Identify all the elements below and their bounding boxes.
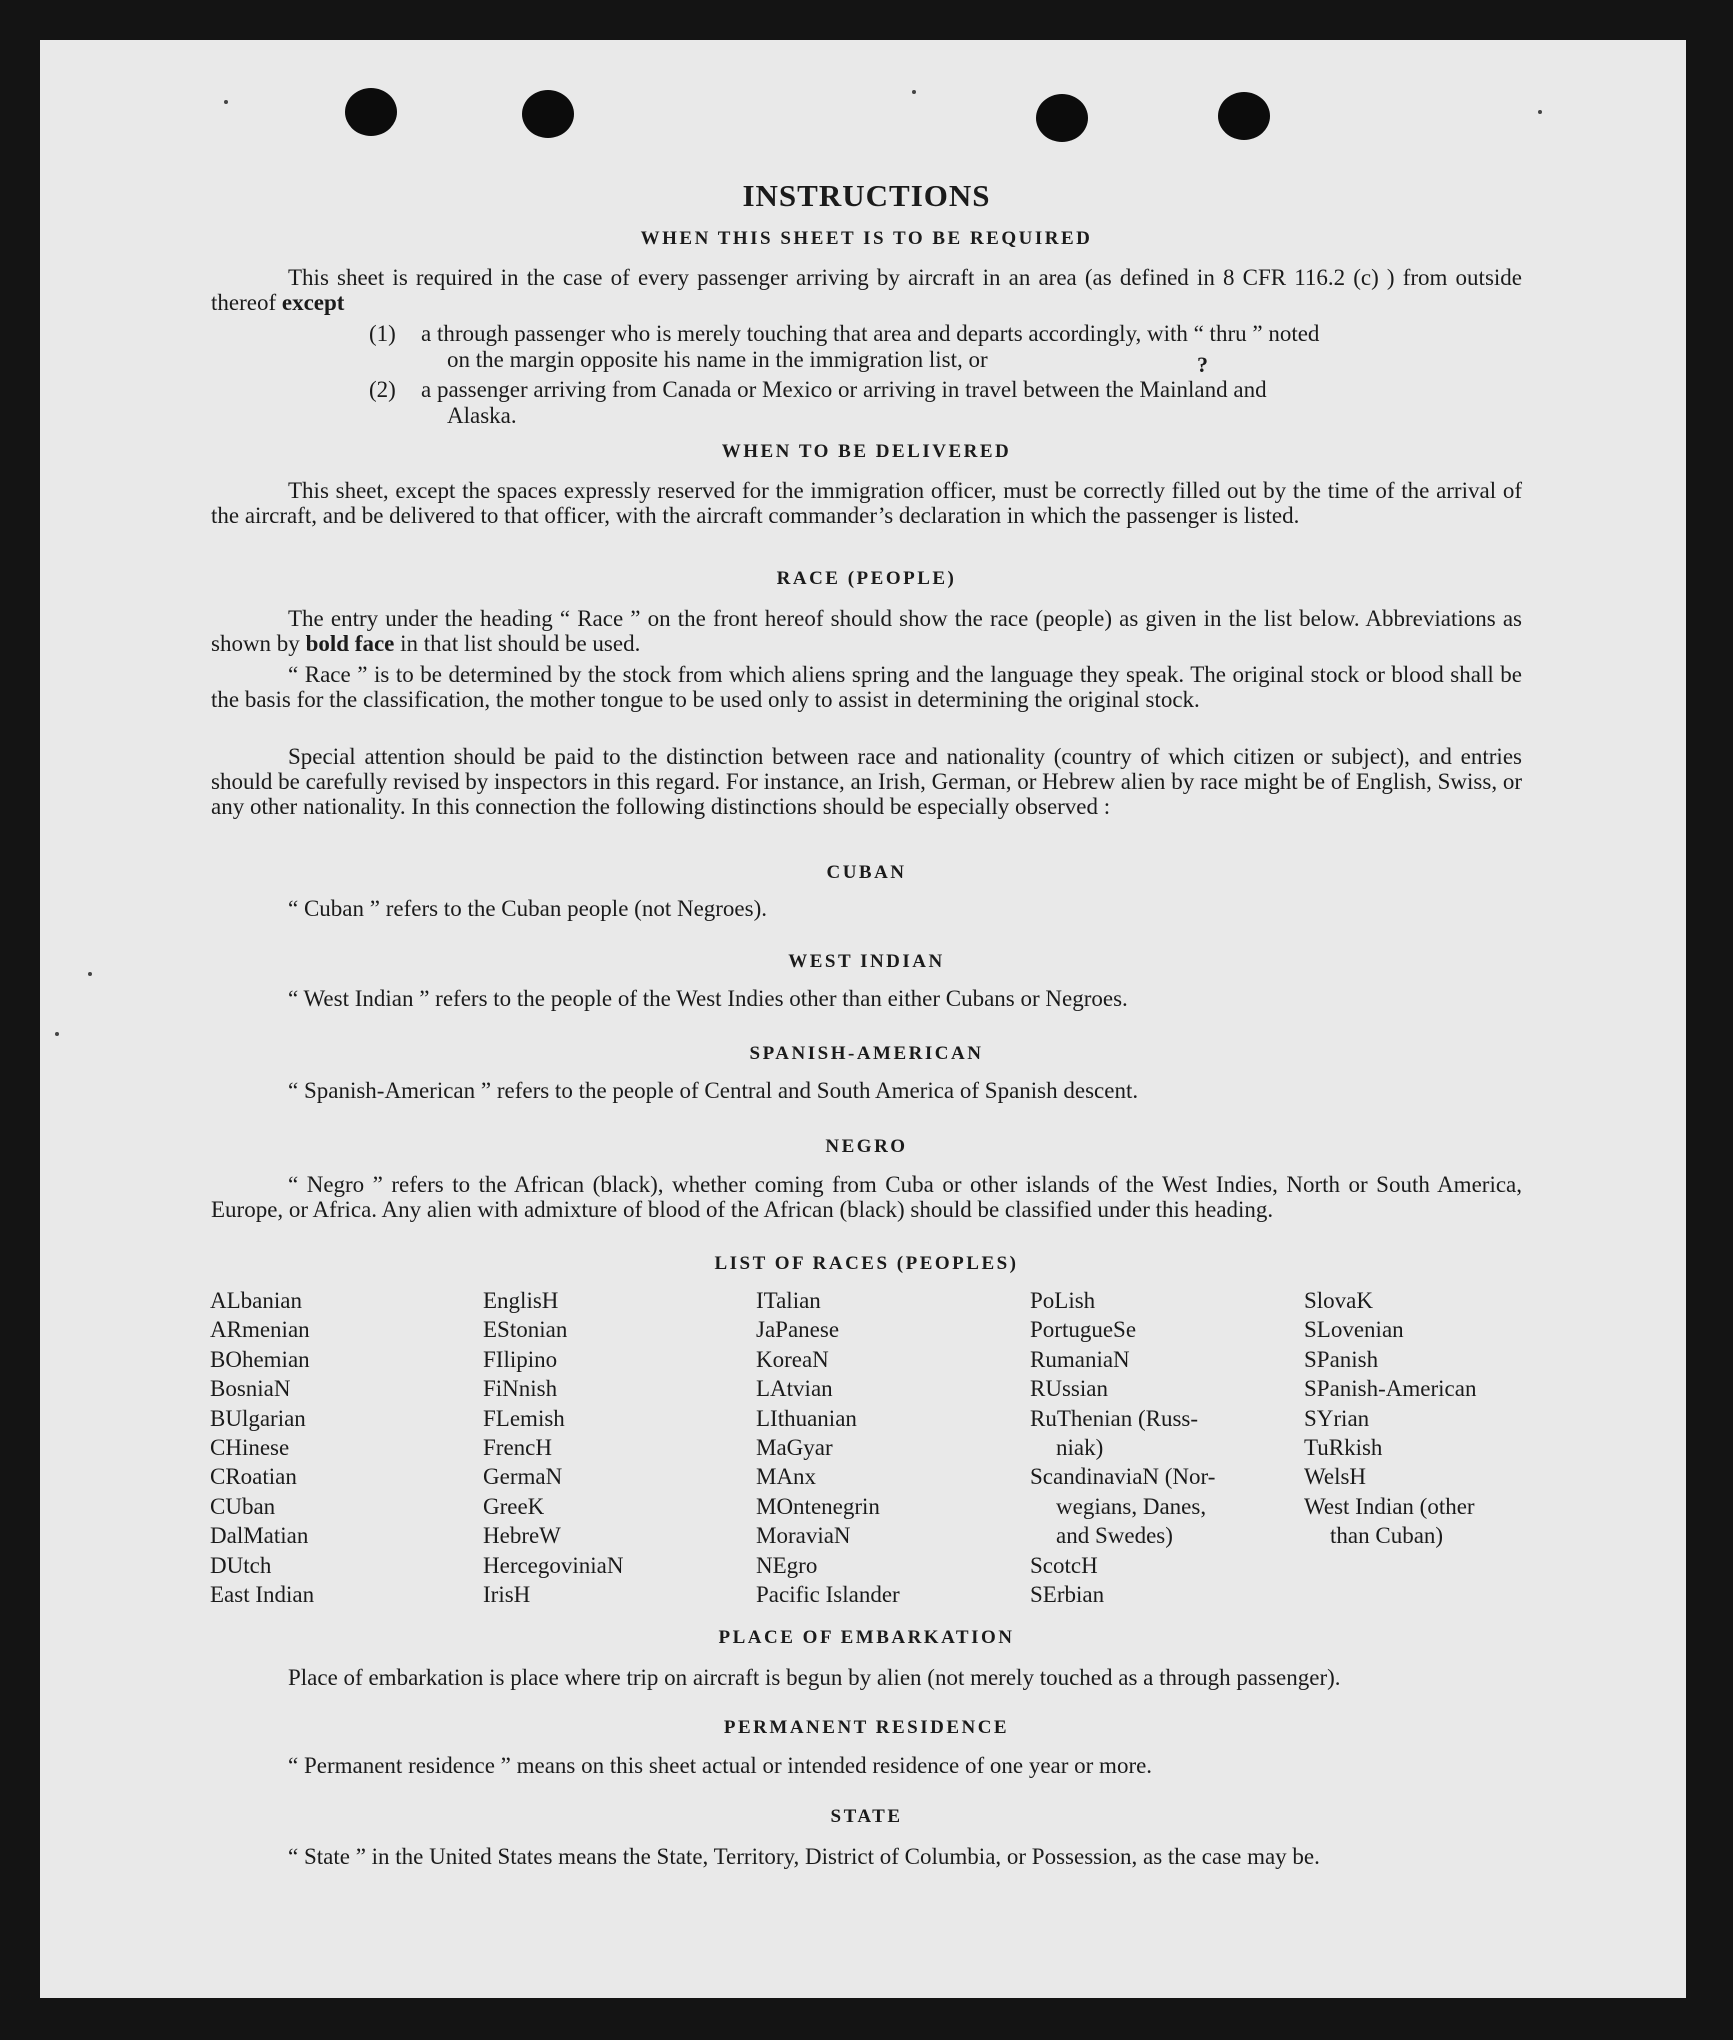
race-item: MaGyar xyxy=(756,1435,833,1461)
race-item: FrencH xyxy=(483,1435,552,1461)
paragraph-state: “ State ” in the United States means the State, Territory, District of Columbia, or Possession, as the case may be. xyxy=(288,1844,1320,1869)
race-item: IrisH xyxy=(483,1582,531,1608)
race-item: East Indian xyxy=(210,1582,315,1608)
speck xyxy=(1538,110,1542,114)
race-item: JaPanese xyxy=(756,1317,840,1343)
race-item: Pacific Islander xyxy=(756,1582,900,1608)
paragraph-residence: “ Permanent residence ” means on this sheet actual or intended residence of one year or more. xyxy=(288,1753,1153,1778)
heading-negro: NEGRO xyxy=(825,1136,908,1157)
race-item: NEgro xyxy=(756,1552,818,1578)
exception-item-1: (1) a through passenger who is merely touching that area and departs accordingly, with “ thru ” noted on the margin opposite his name in the immigration list, or xyxy=(369,321,1320,372)
race-item: CHinese xyxy=(210,1435,290,1461)
race-item: RumaniaN xyxy=(1030,1346,1130,1372)
race-column-4 xyxy=(1030,1286,1215,1609)
paragraph-race-2: “ Race ” is to be determined by the stock from which aliens spring and the language they speak. The original stock or blood shall be the basis for the classification, the mother tongue to be used only to assist in determining the original stock. xyxy=(211,662,1522,712)
paragraph-spanish-american: “ Spanish-American ” refers to the people of Central and South America of Spanish descent. xyxy=(288,1078,1139,1103)
speck xyxy=(912,90,916,94)
race-item: DUtch xyxy=(210,1552,272,1578)
race-item: KoreaN xyxy=(756,1346,829,1372)
exception-item-2: (2) a passenger arriving from Canada or Mexico or arriving in travel between the Mainland and Alaska. xyxy=(369,377,1267,428)
race-item: DalMatian xyxy=(210,1523,309,1549)
race-item-continuation: and Swedes) xyxy=(1056,1523,1173,1549)
race-item: HercegoviniaN xyxy=(483,1552,624,1578)
race-item: LAtvian xyxy=(756,1376,833,1402)
punch-hole xyxy=(1036,94,1088,142)
race-item: BUlgarian xyxy=(210,1405,306,1431)
heading-west-indian: WEST INDIAN xyxy=(788,951,945,972)
race-item: PoLish xyxy=(1030,1288,1096,1313)
race-item: LIthuanian xyxy=(756,1405,857,1431)
margin-mark: ? xyxy=(1197,352,1208,377)
race-item: PortugueSe xyxy=(1030,1317,1137,1343)
paragraph-when-delivered: This sheet, except the spaces expressly reserved for the immigration officer, must be correctly filled out by the time of the arrival of the aircraft, and be delivered to that officer, with the aircraft commander’s declaration in which the passenger is listed. xyxy=(211,478,1522,528)
race-item-continuation: wegians, Danes, xyxy=(1056,1493,1207,1519)
race-item: West Indian (other xyxy=(1304,1493,1475,1519)
heading-when-delivered: WHEN TO BE DELIVERED xyxy=(721,441,1012,462)
race-item: MoraviaN xyxy=(756,1523,851,1549)
race-item: FIlipino xyxy=(483,1346,558,1372)
race-item: SlovaK xyxy=(1304,1288,1373,1313)
heading-residence: PERMANENT RESIDENCE xyxy=(723,1717,1010,1738)
race-item: EnglisH xyxy=(483,1288,559,1313)
punch-hole xyxy=(345,88,397,136)
race-column-2 xyxy=(483,1286,624,1609)
heading-embarkation: PLACE OF EMBARKATION xyxy=(718,1627,1015,1648)
speck xyxy=(224,100,228,104)
race-item: ARmenian xyxy=(210,1317,310,1343)
race-item: SPanish xyxy=(1304,1346,1379,1372)
race-item: FLemish xyxy=(483,1405,565,1431)
race-item: RuThenian (Russ- xyxy=(1030,1405,1199,1431)
heading-spanish-american: SPANISH-AMERICAN xyxy=(749,1043,984,1064)
race-item: MOntenegrin xyxy=(756,1493,880,1519)
race-column-3 xyxy=(756,1286,900,1609)
race-item: BosniaN xyxy=(210,1376,291,1402)
race-item-continuation: than Cuban) xyxy=(1330,1523,1444,1549)
heading-when-required: WHEN THIS SHEET IS TO BE REQUIRED xyxy=(640,228,1093,249)
race-item: SPanish-American xyxy=(1304,1376,1477,1402)
paragraph-race-1: The entry under the heading “ Race ” on the front hereof should show the race (people) as given in the list below. Abbreviations as shown by bold face in that list should be used. xyxy=(211,606,1522,656)
page-title: INSTRUCTIONS xyxy=(742,178,991,213)
race-item: CUban xyxy=(210,1493,276,1519)
race-column-5 xyxy=(1304,1286,1476,1551)
paragraph-race-3: Special attention should be paid to the distinction between race and nationality (country of which citizen or subject), and entries should be carefully revised by inspectors in this regard. For instance, an Irish, German, or Hebrew alien by race might be of English, Swiss, or any other nationality. In this connection the following distinctions should be especially observed : xyxy=(211,744,1522,819)
race-item: RUssian xyxy=(1030,1376,1108,1402)
race-item: FiNnish xyxy=(483,1376,558,1402)
punch-hole xyxy=(522,90,574,138)
race-item: ScandinaviaN (Nor- xyxy=(1030,1464,1216,1490)
race-item: SYrian xyxy=(1304,1405,1370,1431)
race-item: WelsH xyxy=(1304,1464,1367,1490)
race-item: EStonian xyxy=(483,1317,568,1343)
race-column-1 xyxy=(210,1286,314,1609)
paragraph-west-indian: “ West Indian ” refers to the people of the West Indies other than either Cubans or Negroes. xyxy=(288,986,1128,1011)
race-item: MAnx xyxy=(756,1464,817,1490)
race-item: TuRkish xyxy=(1304,1435,1383,1461)
race-item-continuation: niak) xyxy=(1056,1435,1104,1461)
race-item: GermaN xyxy=(483,1464,563,1490)
heading-cuban: CUBAN xyxy=(826,862,907,883)
punch-hole xyxy=(1218,92,1270,140)
heading-list-of-races: LIST OF RACES (PEOPLES) xyxy=(714,1253,1019,1274)
paragraph-negro: “ Negro ” refers to the African (black), whether coming from Cuba or other islands of the West Indies, North or South America, Europe, or Africa. Any alien with admixture of blood of the African (black) should be classified under this heading. xyxy=(211,1172,1522,1222)
race-item: SErbian xyxy=(1030,1582,1105,1608)
heading-race: RACE (PEOPLE) xyxy=(776,568,957,589)
race-item: ScotcH xyxy=(1030,1552,1098,1578)
race-item: SLovenian xyxy=(1304,1317,1404,1343)
race-item: CRoatian xyxy=(210,1464,297,1490)
speck xyxy=(55,1032,59,1036)
race-item: BOhemian xyxy=(210,1346,310,1372)
race-item: ALbanian xyxy=(210,1288,302,1313)
race-item: GreeK xyxy=(483,1493,545,1519)
heading-state: STATE xyxy=(830,1806,903,1827)
paragraph-cuban: “ Cuban ” refers to the Cuban people (not Negroes). xyxy=(288,896,768,921)
race-item: ITalian xyxy=(756,1288,821,1313)
race-item: HebreW xyxy=(483,1523,561,1549)
paragraph-when-required: This sheet is required in the case of every passenger arriving by aircraft in an area (as defined in 8 CFR 116.2 (c) ) from outside thereof except xyxy=(211,265,1522,315)
paragraph-embarkation: Place of embarkation is place where trip on aircraft is begun by alien (not merely touched as a through passenger). xyxy=(288,1665,1341,1690)
